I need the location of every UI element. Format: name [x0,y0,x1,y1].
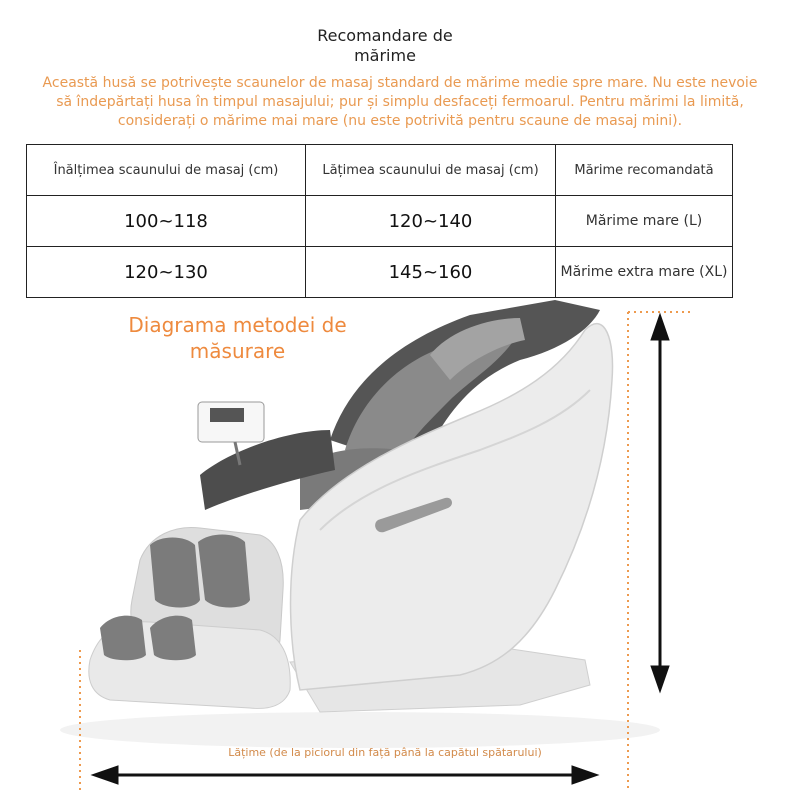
row-1-size: Mărime mare (L) [556,196,733,247]
width-measure-label: Lățime (de la piciorul din față până la capătul spătarului) [228,746,542,759]
row-2-width: 145~160 [306,247,556,298]
row-1-width: 120~140 [306,196,556,247]
row-1-height: 100~118 [27,196,306,247]
massage-chair-image [60,300,660,748]
diagram-title: Diagrama metodei de măsurare [128,313,347,363]
header-height: Înălțimea scaunului de masaj (cm) [27,145,306,196]
row-2-height: 120~130 [27,247,306,298]
width-arrow [92,766,598,784]
header-size: Mărime recomandată [556,145,733,196]
header-width: Lățimea scaunului de masaj (cm) [306,145,556,196]
height-arrow [651,314,669,692]
page-title: Recomandare de mărime [317,26,453,65]
fit-note: Această husă se potrivește scaunelor de masaj standard de mărime medie spre mare. Nu este nevoie să îndepărtați husa în timpul masajului; pur și simplu desfaceți fermoarul. Pentru mărimi la limită, considerați o mărime mai mare (nu este potrivită pentru scaune de masaj mini). [42,75,758,129]
row-2-size: Mărime extra mare (XL) [556,247,733,298]
